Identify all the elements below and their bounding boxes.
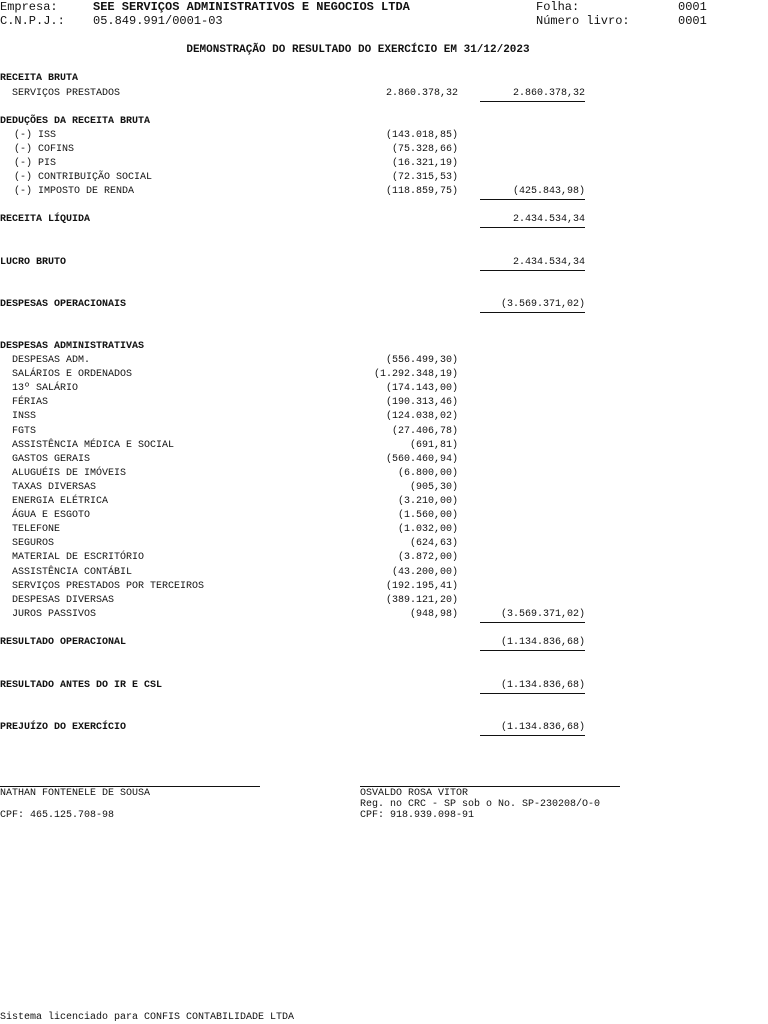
line-label: SERVIÇOS PRESTADOS POR TERCEIROS bbox=[12, 580, 205, 592]
line-label: (-) CONTRIBUIÇÃO SOCIAL bbox=[14, 172, 153, 183]
line-label: SEGUROS bbox=[12, 538, 55, 550]
line-label: DESPESAS DIVERSAS bbox=[12, 594, 115, 606]
line-label: ENERGIA ELÉTRICA bbox=[12, 496, 109, 507]
line-value: (624,63) bbox=[409, 538, 458, 550]
line-value: (6.800,00) bbox=[397, 467, 458, 479]
receita-liquida-value: 2.434.534,34 bbox=[480, 214, 585, 228]
line-label: ÁGUA E ESGOTO bbox=[12, 510, 91, 522]
line-label: SERVIÇOS PRESTADOS bbox=[12, 88, 121, 99]
resultado-operacional-label: RESULTADO OPERACIONAL bbox=[0, 637, 127, 648]
line-label: (-) ISS bbox=[14, 130, 57, 141]
line-label: ASSISTÊNCIA MÉDICA E SOCIAL bbox=[12, 439, 175, 451]
empresa-label: Empresa: bbox=[0, 0, 58, 14]
line-label: TELEFONE bbox=[12, 524, 61, 536]
section-heading-deducoes: DEDUÇÕES DA RECEITA BRUTA bbox=[0, 116, 151, 127]
line-value: (389.121,20) bbox=[385, 594, 458, 606]
line-value: (1.292.348,19) bbox=[373, 369, 458, 381]
despesas-operacionais-label: DESPESAS OPERACIONAIS bbox=[0, 299, 127, 310]
folha-label: Folha: bbox=[536, 0, 580, 14]
line-label: TAXAS DIVERSAS bbox=[12, 481, 97, 493]
line-value: (16.321,19) bbox=[391, 158, 458, 169]
line-label: GASTOS GERAIS bbox=[12, 453, 91, 465]
signature-line-left bbox=[0, 786, 260, 787]
line-value: (75.328,66) bbox=[391, 144, 458, 155]
section-total: (3.569.371,02) bbox=[480, 609, 585, 623]
line-label: 13º SALÁRIO bbox=[12, 383, 79, 395]
section-total: (425.843,98) bbox=[480, 186, 585, 200]
line-label: (-) COFINS bbox=[14, 144, 75, 155]
receita-liquida-label: RECEITA LÍQUIDA bbox=[0, 214, 91, 225]
livro-value: 0001 bbox=[678, 14, 707, 28]
prejuizo-value: (1.134.836,68) bbox=[480, 722, 585, 736]
signer-cpf-left: CPF: 465.125.708-98 bbox=[0, 810, 115, 821]
folha-value: 0001 bbox=[678, 0, 707, 14]
line-label: SALÁRIOS E ORDENADOS bbox=[12, 369, 133, 381]
signer-reg-right: Reg. no CRC - SP sob o No. SP-230208/O-0 bbox=[360, 799, 601, 810]
resultado-antes-ir-value: (1.134.836,68) bbox=[480, 680, 585, 694]
line-value: (3.872,00) bbox=[397, 552, 458, 564]
line-value: (118.859,75) bbox=[385, 186, 458, 197]
line-value: (1.032,00) bbox=[397, 524, 458, 536]
line-label: (-) IMPOSTO DE RENDA bbox=[14, 186, 135, 197]
line-value: (1.560,00) bbox=[397, 510, 458, 522]
line-label: FGTS bbox=[12, 425, 37, 437]
line-value: (905,30) bbox=[409, 481, 458, 493]
line-value: (27.406,78) bbox=[391, 425, 458, 437]
signer-cpf-right: CPF: 918.939.098-91 bbox=[360, 810, 475, 821]
signer-name-right: OSVALDO ROSA VITOR bbox=[360, 788, 469, 799]
line-value: (72.315,53) bbox=[391, 172, 458, 183]
signer-name-left: NATHAN FONTENELE DE SOUSA bbox=[0, 788, 151, 799]
line-value: (691,81) bbox=[409, 439, 458, 451]
line-label: ALUGUÉIS DE IMÓVEIS bbox=[12, 467, 127, 479]
line-label: FÉRIAS bbox=[12, 397, 49, 409]
signature-line-right bbox=[360, 786, 620, 787]
line-label: INSS bbox=[12, 411, 37, 423]
line-label: DESPESAS ADM. bbox=[12, 355, 91, 366]
cnpj-value: 05.849.991/0001-03 bbox=[93, 14, 223, 28]
footer-license: Sistema licenciado para CONFIS CONTABILIDADE LTDA bbox=[0, 1012, 295, 1023]
cnpj-label: C.N.P.J.: bbox=[0, 14, 65, 28]
line-value: (124.038,02) bbox=[385, 411, 458, 423]
resultado-antes-ir-label: RESULTADO ANTES DO IR E CSL bbox=[0, 680, 163, 691]
line-value: (3.210,00) bbox=[397, 496, 458, 507]
line-value: (174.143,00) bbox=[385, 383, 458, 395]
line-label: JUROS PASSIVOS bbox=[12, 608, 97, 620]
line-label: (-) PIS bbox=[14, 158, 57, 169]
resultado-operacional-value: (1.134.836,68) bbox=[480, 637, 585, 651]
line-value: (192.195,41) bbox=[385, 580, 458, 592]
line-label: MATERIAL DE ESCRITÓRIO bbox=[12, 552, 145, 564]
livro-label: Número livro: bbox=[536, 14, 630, 28]
prejuizo-label: PREJUÍZO DO EXERCÍCIO bbox=[0, 722, 127, 733]
section-heading-despesas-adm: DESPESAS ADMINISTRATIVAS bbox=[0, 341, 145, 352]
section-total: 2.860.378,32 bbox=[480, 88, 585, 102]
document-title: DEMONSTRAÇÃO DO RESULTADO DO EXERCÍCIO EM 31/12/2023 bbox=[186, 44, 530, 56]
line-value: (948,98) bbox=[409, 608, 458, 620]
section-heading-receita-bruta: RECEITA BRUTA bbox=[0, 73, 79, 84]
line-value: (43.200,00) bbox=[391, 566, 458, 578]
line-value: (143.018,85) bbox=[385, 130, 458, 141]
lucro-bruto-value: 2.434.534,34 bbox=[480, 257, 585, 271]
line-value: (560.460,94) bbox=[385, 453, 458, 465]
line-value: (556.499,30) bbox=[385, 355, 458, 366]
line-label: ASSISTÊNCIA CONTÁBIL bbox=[12, 566, 133, 578]
lucro-bruto-label: LUCRO BRUTO bbox=[0, 257, 67, 268]
company-name: SEE SERVIÇOS ADMINISTRATIVOS E NEGOCIOS LTDA bbox=[93, 0, 410, 14]
line-value: 2.860.378,32 bbox=[385, 88, 458, 99]
despesas-operacionais-value: (3.569.371,02) bbox=[480, 299, 585, 313]
line-value: (190.313,46) bbox=[385, 397, 458, 409]
